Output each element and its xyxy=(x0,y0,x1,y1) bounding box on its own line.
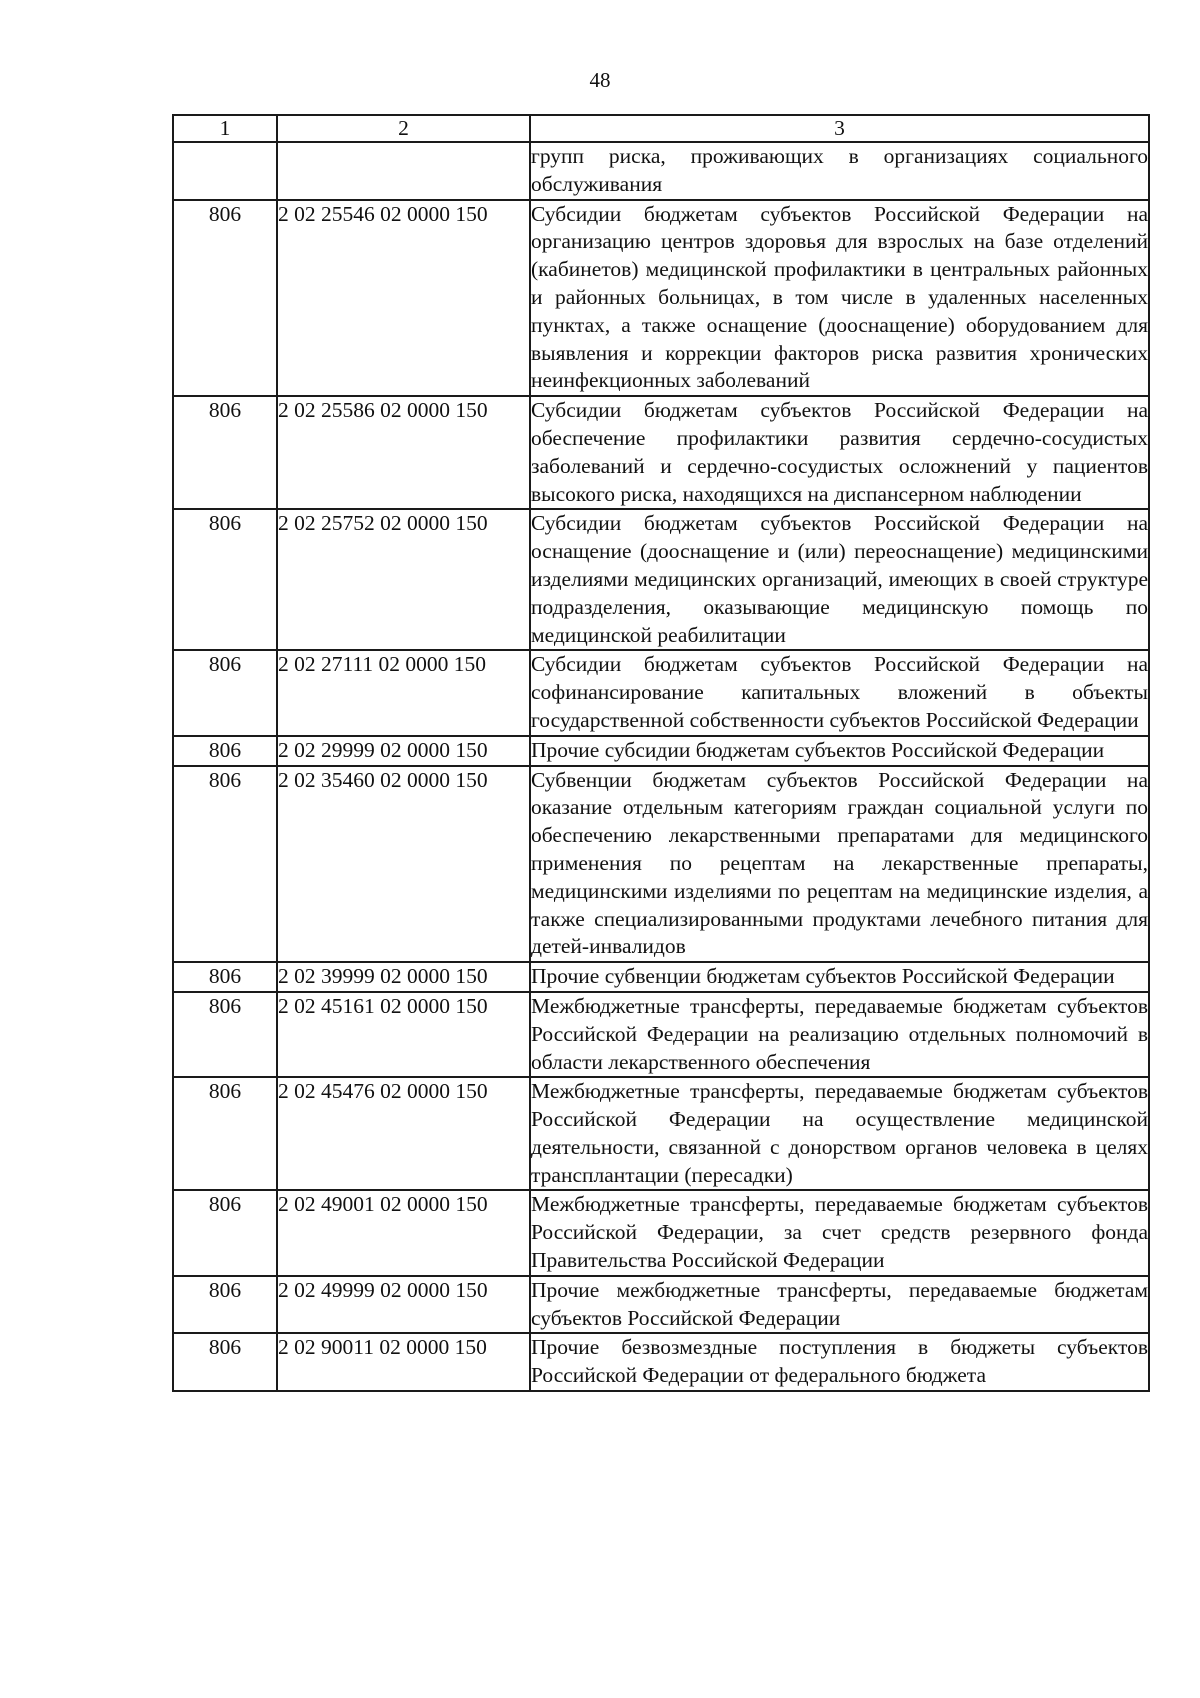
budget-code-cell: 2 02 45161 02 0000 150 xyxy=(277,992,530,1077)
admin-code-cell: 806 xyxy=(173,962,277,992)
budget-code-cell: 2 02 29999 02 0000 150 xyxy=(277,736,530,766)
table-row xyxy=(173,1190,1149,1275)
description-cell: Субсидии бюджетам субъектов Российской Федерации на оснащение (дооснащение и (или) переоснащение) медицинскими изделиями медицинских организаций, имеющих в своей структуре подразделения, оказывающие медицинскую помощь по медицинской реабилитации xyxy=(530,509,1149,650)
column-number-row xyxy=(173,115,1149,142)
description-cell: Межбюджетные трансферты, передаваемые бюджетам субъектов Российской Федерации на реализацию отдельных полномочий в области лекарственного обеспечения xyxy=(530,992,1149,1077)
budget-code-cell: 2 02 25546 02 0000 150 xyxy=(277,200,530,397)
table-row xyxy=(173,1333,1149,1391)
table-row xyxy=(173,650,1149,735)
description-cell: Прочие субвенции бюджетам субъектов Российской Федерации xyxy=(530,962,1149,992)
description-cell: Прочие субсидии бюджетам субъектов Российской Федерации xyxy=(530,736,1149,766)
admin-code-cell: 806 xyxy=(173,396,277,509)
description-cell: Субвенции бюджетам субъектов Российской Федерации на оказание отдельным категориям граждан социальной услуги по обеспечению лекарственными препаратами для медицинского применения по рецептам на лекарственные препараты, медицинскими изделиями по рецептам на медицинские изделия, а также специализированными продуктами лечебного питания для детей-инвалидов xyxy=(530,766,1149,963)
table-row xyxy=(173,1077,1149,1190)
table-row xyxy=(173,962,1149,992)
table-row xyxy=(173,736,1149,766)
admin-code-cell: 806 xyxy=(173,509,277,650)
table-row xyxy=(173,509,1149,650)
continuation-row xyxy=(173,142,1149,200)
admin-code-cell: 806 xyxy=(173,766,277,963)
column-number-1: 1 xyxy=(173,115,277,142)
admin-code-cell: 806 xyxy=(173,1190,277,1275)
admin-code-cell: 806 xyxy=(173,1276,277,1334)
budget-code-cell: 2 02 39999 02 0000 150 xyxy=(277,962,530,992)
description-cell: Субсидии бюджетам субъектов Российской Федерации на организацию центров здоровья для взрослых на базе отделений (кабинетов) медицинской профилактики в центральных районных и районных больницах, в том числе в удаленных населенных пунктах, а также оснащение (дооснащение) оборудованием для выявления и коррекции факторов риска развития хронических неинфекционных заболеваний xyxy=(530,200,1149,397)
budget-code-cell: 2 02 49999 02 0000 150 xyxy=(277,1276,530,1334)
description-cell: Межбюджетные трансферты, передаваемые бюджетам субъектов Российской Федерации на осуществление медицинской деятельности, связанной с донорством органов человека в целях трансплантации (пересадки) xyxy=(530,1077,1149,1190)
description-cell: Субсидии бюджетам субъектов Российской Федерации на обеспечение профилактики развития сердечно-сосудистых заболеваний и сердечно-сосудистых осложнений у пациентов высокого риска, находящихся на диспансерном наблюдении xyxy=(530,396,1149,509)
admin-code-cell: 806 xyxy=(173,1333,277,1391)
budget-code-cell: 2 02 35460 02 0000 150 xyxy=(277,766,530,963)
description-cell: Межбюджетные трансферты, передаваемые бюджетам субъектов Российской Федерации, за счет средств резервного фонда Правительства Российской Федерации xyxy=(530,1190,1149,1275)
description-cell: групп риска, проживающих в организациях социального обслуживания xyxy=(530,142,1149,200)
budget-code-cell: 2 02 90011 02 0000 150 xyxy=(277,1333,530,1391)
table-row xyxy=(173,992,1149,1077)
admin-code-cell: 806 xyxy=(173,650,277,735)
admin-code-cell xyxy=(173,142,277,200)
admin-code-cell: 806 xyxy=(173,200,277,397)
page-number: 48 xyxy=(589,68,611,92)
budget-code-cell: 2 02 49001 02 0000 150 xyxy=(277,1190,530,1275)
admin-code-cell: 806 xyxy=(173,1077,277,1190)
description-cell: Прочие межбюджетные трансферты, передаваемые бюджетам субъектов Российской Федерации xyxy=(530,1276,1149,1334)
admin-code-cell: 806 xyxy=(173,992,277,1077)
budget-code-cell: 2 02 45476 02 0000 150 xyxy=(277,1077,530,1190)
budget-code-cell xyxy=(277,142,530,200)
table-row xyxy=(173,766,1149,963)
table-row xyxy=(173,200,1149,397)
budget-code-cell: 2 02 25586 02 0000 150 xyxy=(277,396,530,509)
budget-code-cell: 2 02 27111 02 0000 150 xyxy=(277,650,530,735)
description-cell: Субсидии бюджетам субъектов Российской Федерации на софинансирование капитальных вложений в объекты государственной собственности субъектов Российской Федерации xyxy=(530,650,1149,735)
description-cell: Прочие безвозмездные поступления в бюджеты субъектов Российской Федерации от федерального бюджета xyxy=(530,1333,1149,1391)
admin-code-cell: 806 xyxy=(173,736,277,766)
budget-code-cell: 2 02 25752 02 0000 150 xyxy=(277,509,530,650)
column-number-3: 3 xyxy=(530,115,1149,142)
table-row xyxy=(173,1276,1149,1334)
table-row xyxy=(173,396,1149,509)
budget-revenue-table xyxy=(172,114,1150,1392)
column-number-2: 2 xyxy=(277,115,530,142)
